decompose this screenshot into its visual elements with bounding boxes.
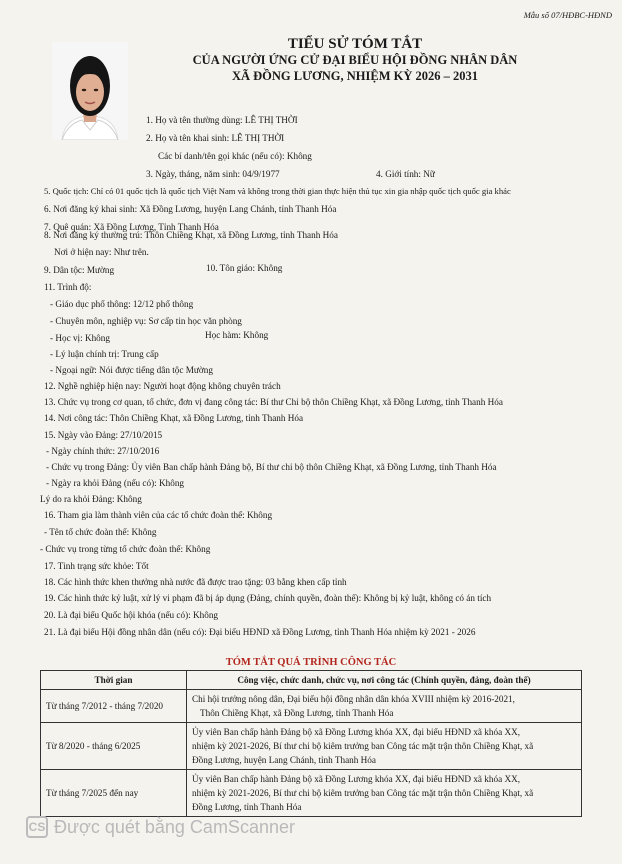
column-header-description: Công việc, chức danh, chức vụ, nơi công tác (Chính quyền, đảng, đoàn thể) bbox=[187, 671, 582, 690]
field-religion: 10. Tôn giáo: Không bbox=[206, 263, 283, 273]
row-description-line: Chi hội trưởng nông dân, Đại biểu hội đồng nhân dân khóa XVIII nhiệm kỳ 2016-2021, bbox=[192, 694, 515, 704]
row-period: Từ tháng 7/2025 đến nay bbox=[41, 770, 187, 817]
work-history-title: TÓM TẮT QUÁ TRÌNH CÔNG TÁC bbox=[225, 657, 397, 668]
field-organization-position: - Chức vụ trong từng tổ chức đoàn thể: Không bbox=[40, 544, 211, 554]
field-workplace: 14. Nơi công tác: Thôn Chiềng Khạt, xã Đồng Lương, tỉnh Thanh Hóa bbox=[44, 413, 304, 423]
row-description-line: Đồng Lương, huyện Lang Chánh, tỉnh Thanh Hóa bbox=[192, 755, 376, 765]
field-birth-registration: 6. Nơi đăng ký khai sinh: Xã Đồng Lương, huyện Lang Chánh, tỉnh Thanh Hóa bbox=[44, 204, 337, 214]
field-party-join-date: 15. Ngày vào Đảng: 27/10/2015 bbox=[44, 430, 163, 440]
row-description bbox=[187, 770, 582, 817]
work-history-table bbox=[40, 670, 582, 817]
table-row bbox=[41, 690, 582, 723]
row-description-line: nhiệm kỳ 2021-2026, Bí thư chi bộ kiêm trưởng ban Công tác mặt trận thôn Chiềng Khạt, xã bbox=[192, 741, 534, 751]
row-description-line: Thôn Chiềng Khạt, xã Đồng Lương, tỉnh Thanh Hóa bbox=[200, 708, 394, 718]
field-common-name: 1. Họ và tên thường dùng: LÊ THỊ THỜI bbox=[146, 115, 298, 125]
row-description-line: Đồng Lương, tỉnh Thanh Hóa bbox=[192, 802, 302, 812]
field-birth-name: 2. Họ và tên khai sinh: LÊ THỊ THỜI bbox=[146, 133, 285, 143]
field-current-address: Nơi ở hiện nay: Như trên. bbox=[54, 247, 149, 257]
field-awards: 18. Các hình thức khen thưởng nhà nước đã được trao tặng: 03 bằng khen cấp tỉnh bbox=[44, 577, 347, 587]
field-hometown: 7. Quê quán: Xã Đồng Lương, Tỉnh Thanh Hóa bbox=[44, 222, 219, 232]
field-foreign-language: - Ngoại ngữ: Nói được tiếng dân tộc Mường bbox=[50, 365, 213, 375]
row-description-line: Ủy viên Ban chấp hành Đảng bộ xã Đồng Lương khóa XX, đại biểu HĐND xã khóa XX, bbox=[192, 727, 521, 737]
field-party-official-date: - Ngày chính thức: 27/10/2016 bbox=[46, 446, 160, 456]
field-date-of-birth: 3. Ngày, tháng, năm sinh: 04/9/1977 bbox=[146, 169, 280, 179]
field-permanent-residence: 8. Nơi đăng ký thường trú: Thôn Chiềng Khạt, xã Đồng Lương, tỉnh Thanh Hóa bbox=[44, 230, 338, 240]
row-description-line: Ủy viên Ban chấp hành Đảng bộ xã Đồng Lương khóa XX, đại biểu HĐND xã khóa XX, bbox=[192, 774, 521, 784]
field-occupation: 12. Nghề nghiệp hiện nay: Người hoạt động không chuyên trách bbox=[44, 381, 281, 391]
field-general-education: - Giáo dục phổ thông: 12/12 phổ thông bbox=[50, 299, 194, 309]
field-position: 13. Chức vụ trong cơ quan, tổ chức, đơn vị đang công tác: Bí thư Chi bộ thôn Chiềng Khạt, xã Đồng Lương, tỉnh Thanh Hóa bbox=[44, 397, 503, 407]
field-discipline: 19. Các hình thức kỷ luật, xử lý vi phạm đã bị áp dụng (Đảng, chính quyền, đoàn thể): Không bị kỷ luật, không có án tích bbox=[44, 593, 492, 603]
document-term: XÃ ĐỒNG LƯƠNG, NHIỆM KỲ 2026 – 2031 bbox=[231, 69, 479, 83]
camscanner-logo-icon: CS bbox=[26, 816, 48, 838]
portrait-photo bbox=[52, 42, 128, 140]
field-education-heading: 11. Trình độ: bbox=[44, 282, 92, 292]
field-party-position: - Chức vụ trong Đảng: Ủy viên Ban chấp hành Đảng bộ, Bí thư chi bộ thôn Chiềng Khạt, xã Đồng Lương, tỉnh Thanh Hóa bbox=[46, 462, 497, 472]
document-subtitle: CỦA NGƯỜI ỨNG CỬ ĐẠI BIỂU HỘI ĐỒNG NHÂN DÂN bbox=[192, 53, 518, 67]
table-row bbox=[41, 770, 582, 817]
row-period: Từ 8/2020 - tháng 6/2025 bbox=[41, 723, 187, 770]
column-header-period: Thời gian bbox=[41, 671, 187, 690]
field-professional: - Chuyên môn, nghiệp vụ: Sơ cấp tin học văn phòng bbox=[50, 316, 242, 326]
field-health: 17. Tình trạng sức khỏe: Tốt bbox=[44, 561, 149, 571]
form-code: Mẫu số 07/HĐBC-HĐND bbox=[523, 10, 612, 20]
field-gender: 4. Giới tính: Nữ bbox=[376, 169, 435, 179]
table-row bbox=[41, 723, 582, 770]
field-ethnicity: 9. Dân tộc: Mường bbox=[44, 265, 115, 275]
row-description bbox=[187, 723, 582, 770]
field-aliases: Các bí danh/tên gọi khác (nếu có): Không bbox=[158, 151, 312, 161]
field-political-theory: - Lý luận chính trị: Trung cấp bbox=[50, 349, 159, 359]
field-national-assembly: 20. Là đại biểu Quốc hội khóa (nếu có): Không bbox=[44, 610, 219, 620]
document-title: TIỂU SỬ TÓM TẮT bbox=[287, 36, 423, 52]
field-party-leave-reason: Lý do ra khỏi Đảng: Không bbox=[40, 494, 142, 504]
field-nationality: 5. Quốc tịch: Chỉ có 01 quốc tịch là quốc tịch Việt Nam và không trong thời gian thực hiện thủ tục xin gia nhập quốc tịch quốc gia khác bbox=[44, 186, 511, 196]
row-description bbox=[187, 690, 582, 723]
field-organizations: 16. Tham gia làm thành viên của các tổ chức đoàn thể: Không bbox=[44, 510, 273, 520]
camscanner-watermark bbox=[26, 816, 295, 838]
field-council-delegate: 21. Là đại biểu Hội đồng nhân dân (nếu có): Đại biểu HĐND xã Đồng Lương, tỉnh Thanh Hóa nhiệm kỳ 2021 - 2026 bbox=[44, 627, 476, 637]
camscanner-watermark-text: Được quét bằng CamScanner bbox=[54, 816, 295, 837]
field-party-leave-date: - Ngày ra khỏi Đảng (nếu có): Không bbox=[46, 478, 185, 488]
field-academic-title: Học hàm: Không bbox=[205, 330, 269, 340]
field-degree: - Học vị: Không bbox=[50, 333, 110, 343]
table-header-row bbox=[41, 671, 582, 690]
row-description-line: nhiệm kỳ 2021-2026, Bí thư chi bộ kiêm trưởng ban Công tác mặt trận thôn Chiềng Khạt, xã bbox=[192, 788, 534, 798]
row-period: Từ tháng 7/2012 - tháng 7/2020 bbox=[41, 690, 187, 723]
field-organization-name: - Tên tổ chức đoàn thể: Không bbox=[44, 527, 157, 537]
